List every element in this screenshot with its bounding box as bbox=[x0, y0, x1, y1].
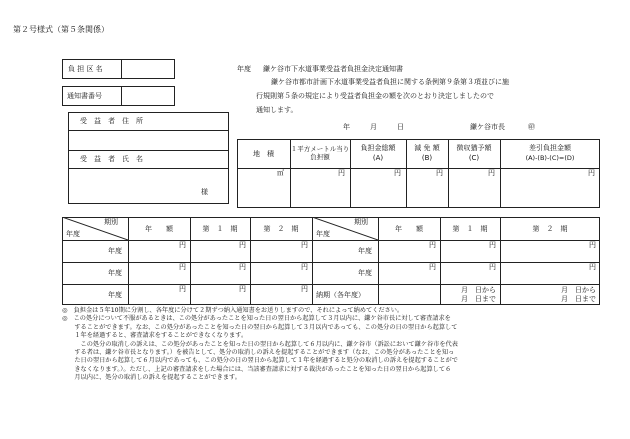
note-line: １年を経過すると、審査請求をすることができなくなります。 bbox=[62, 332, 248, 340]
mayor-name: 鎌ケ谷市長 bbox=[470, 123, 505, 131]
row-year-label: 年度 bbox=[108, 291, 122, 299]
date-month: 月 bbox=[370, 123, 377, 131]
notice-number-field[interactable] bbox=[121, 86, 175, 106]
note-line: きなくなります。）。ただし、上記の審査請求をした場合には、当該審査請求に対する裁決があったことを知った日の翌日から起算して６ bbox=[62, 365, 452, 373]
unit-yen: 円 bbox=[429, 241, 436, 249]
corner-year: 年度 bbox=[66, 230, 80, 238]
row-year-label: 年度 bbox=[108, 247, 122, 255]
due-to: 月 日まで bbox=[461, 295, 496, 303]
row-year-label: 年度 bbox=[358, 247, 372, 255]
header-deferral-sub: (C) bbox=[468, 154, 480, 162]
unit-yen: 円 bbox=[239, 285, 246, 293]
beneficiary-address-label: 受 益 者 住 所 bbox=[80, 117, 143, 125]
header-deferral: 徴収猶予額 bbox=[456, 144, 492, 152]
seal-label: 様 bbox=[201, 188, 208, 196]
header-per-sqm: １平方メートル当り負担額 bbox=[290, 145, 350, 161]
due-from: 月 日から bbox=[461, 286, 496, 294]
unit-yen: 円 bbox=[301, 241, 308, 249]
unit-yen: 円 bbox=[301, 263, 308, 271]
corner-period: 期別 bbox=[104, 218, 118, 226]
unit-yen: 円 bbox=[489, 263, 496, 271]
note-line: 月以内に、処分の取消しの訴えを提起することができます。 bbox=[62, 374, 241, 382]
unit-yen: 円 bbox=[338, 169, 345, 177]
fiscal-year-label: 年度 bbox=[237, 65, 251, 73]
note-line: この処分の取消しの訴えは、この処分があったことを知った日の翌日から起算して６月以内に、鎌ケ谷市（訴訟において鎌ケ谷市を代表 bbox=[62, 340, 458, 348]
unit-yen: 円 bbox=[179, 241, 186, 249]
corner-period: 期別 bbox=[354, 218, 368, 226]
col-period2: 第 ２ 期 bbox=[532, 225, 568, 233]
col-period1: 第 １ 期 bbox=[202, 225, 238, 233]
unit-yen: 円 bbox=[589, 241, 596, 249]
unit-yen: 円 bbox=[179, 263, 186, 271]
header-reduction-sub: (B) bbox=[421, 154, 433, 162]
unit-yen: 円 bbox=[179, 285, 186, 293]
notice-body-line3: 通知します。 bbox=[256, 106, 298, 114]
due-from: 月 日から bbox=[561, 286, 596, 294]
notice-body-line1: 鎌ケ谷市都市計画下水道事業受益者負担に関する条例第９条第３項並びに施 bbox=[271, 78, 509, 86]
notice-title: 鎌ケ谷市下水道事業受益者負担金決定通知書 bbox=[263, 65, 403, 73]
unit-yen: 円 bbox=[239, 263, 246, 271]
header-net: 差引負担金額 bbox=[529, 144, 571, 152]
corner-year: 年度 bbox=[316, 230, 330, 238]
beneficiary-name-field[interactable] bbox=[69, 169, 228, 203]
unit-yen: 円 bbox=[394, 169, 401, 177]
unit-yen: 円 bbox=[588, 169, 595, 177]
burden-area-field[interactable] bbox=[121, 59, 175, 79]
header-total-sub: (A) bbox=[372, 154, 384, 162]
unit-yen: 円 bbox=[589, 263, 596, 271]
mayor-seal-mark: ㊞ bbox=[528, 123, 535, 131]
unit-yen: 円 bbox=[488, 169, 495, 177]
note-line: た日の翌日から起算して６月以内であっても、この処分の日の翌日から起算して１年を経過すると処分の取消しの訴えを提起することがで bbox=[62, 357, 458, 365]
note-line: することができます。なお、この処分があったことを知った日の翌日から起算して３月以内であっても、この処分の日の翌日から起算して bbox=[62, 323, 458, 331]
form-title: 第２号様式（第５条関係） bbox=[13, 25, 109, 34]
col-annual: 年 額 bbox=[395, 225, 423, 233]
notice-number-label: 通知書番号 bbox=[67, 92, 102, 100]
unit-yen: 円 bbox=[489, 241, 496, 249]
unit-yen: 円 bbox=[429, 263, 436, 271]
unit-yen: 円 bbox=[301, 285, 308, 293]
note-line: ◎ 負担金は５年10期に分割し、各年度に分けて２期ずつ納入通知書をお送りしますので、それによって納めてください。 bbox=[62, 307, 404, 314]
notes-section bbox=[62, 307, 582, 383]
col-annual: 年 額 bbox=[145, 225, 173, 233]
col-period2: 第 ２ 期 bbox=[263, 225, 299, 233]
row-year-label: 年度 bbox=[108, 269, 122, 277]
note-line: ◎ この処分について不服があるときは、この処分があったことを知った日の翌日から起算して３月以内に、鎌ケ谷市長に対して審査請求を bbox=[62, 315, 451, 323]
header-reduction: 減 免 額 bbox=[414, 144, 440, 152]
unit-yen: 円 bbox=[239, 241, 246, 249]
row-year-label: 年度 bbox=[358, 269, 372, 277]
header-total: 負担金総額 bbox=[360, 144, 396, 152]
col-period1: 第 １ 期 bbox=[452, 225, 488, 233]
header-land-area: 地 積 bbox=[253, 150, 274, 158]
date-day: 日 bbox=[397, 123, 404, 131]
beneficiary-name-label: 受 益 者 氏 名 bbox=[80, 155, 143, 163]
unit-yen: 円 bbox=[436, 169, 443, 177]
header-net-sub: (A)-(B)-(C)=(D) bbox=[525, 154, 575, 162]
unit-sqm: ㎡ bbox=[277, 169, 284, 177]
note-line: する者は、鎌ケ谷市長となります。）を被告として、処分の取消しの訴えを提起することができます（なお、この処分があったことを知っ bbox=[62, 349, 455, 357]
notice-body-line2: 行規則第５条の規定により受益者負担金の額を次のとおり決定しましたので bbox=[256, 92, 494, 100]
due-to: 月 日まで bbox=[561, 295, 596, 303]
date-year: 年 bbox=[343, 123, 350, 131]
lump-sum-label: 納期（各年度） bbox=[316, 291, 365, 299]
burden-area-label: 負 担 区 名 bbox=[68, 65, 103, 73]
beneficiary-address-field[interactable] bbox=[69, 131, 228, 149]
